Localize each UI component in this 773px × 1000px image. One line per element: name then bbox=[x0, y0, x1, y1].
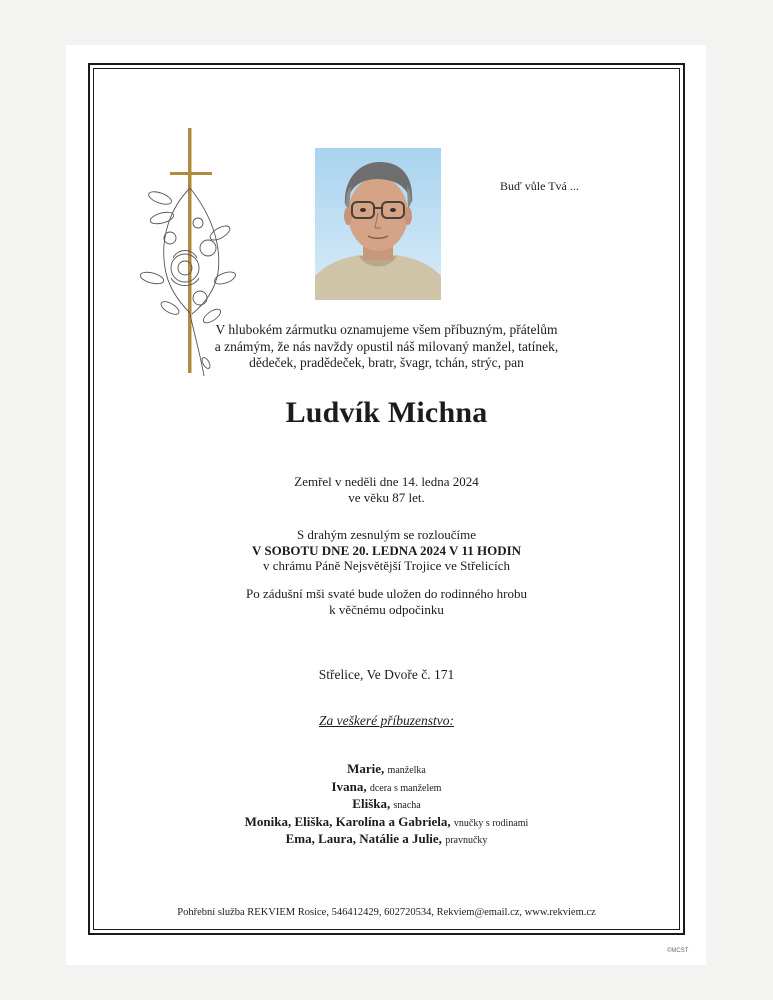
death-date: Zemřel v neděli dne 14. ledna 2024 bbox=[294, 474, 479, 489]
funeral-service-footer: Pohřební služba REKVIEM Rosice, 546412429, 602720534, Rekviem@email.cz, www.rekviem.cz bbox=[177, 907, 596, 918]
family-member bbox=[0, 814, 773, 832]
motto-text: Buď vůle Tvá ... bbox=[500, 179, 579, 193]
ceremony-place: v chrámu Páně Nejsvětější Trojice ve Střelicích bbox=[263, 558, 510, 573]
copyright-mark: ©MCST bbox=[667, 948, 689, 954]
burial-line: k věčnému odpočinku bbox=[329, 601, 444, 617]
family-address: Střelice, Ve Dvoře č. 171 bbox=[318, 667, 455, 682]
ceremony-intro: S drahým zesnulým se rozloučíme bbox=[296, 527, 477, 542]
family-member-names: Marie, bbox=[347, 761, 385, 776]
family-member bbox=[0, 761, 773, 779]
death-age: ve věku 87 let. bbox=[348, 489, 425, 505]
family-member-names: Monika, Eliška, Karolína a Gabriela, bbox=[244, 813, 451, 829]
portrait-photo bbox=[315, 148, 441, 300]
family-member-relation: snacha bbox=[393, 800, 421, 811]
family-member-relation: pravnučky bbox=[445, 835, 488, 846]
family-member-relation: dcera s manželem bbox=[369, 782, 442, 794]
intro-line: V hlubokém zármutku oznamujeme všem příbuzným, přátelům bbox=[215, 322, 558, 337]
family-member-names: Ivana, bbox=[331, 778, 367, 794]
on-behalf-text: Za veškeré příbuzenstvo: bbox=[319, 713, 454, 728]
family-member-names: Ema, Laura, Natálie a Julie, bbox=[285, 831, 442, 846]
death-info bbox=[0, 474, 773, 505]
family-member-relation: vnučky s rodinami bbox=[453, 817, 529, 829]
burial-line: Po zádušní mši svaté bude uložen do rodinného hrobu bbox=[246, 586, 527, 601]
burial-info bbox=[0, 586, 773, 617]
family-member-names: Eliška, bbox=[352, 796, 391, 811]
family-member-relation: manželka bbox=[387, 765, 426, 776]
ceremony-date: V SOBOTU DNE 20. LEDNA 2024 V 11 HODIN bbox=[251, 542, 522, 558]
intro-paragraph bbox=[0, 322, 773, 372]
family-member bbox=[0, 796, 773, 814]
family-list bbox=[0, 761, 773, 849]
deceased-name: Ludvík Michna bbox=[285, 396, 488, 429]
on-behalf-heading bbox=[0, 713, 773, 729]
intro-line: a známým, že nás navždy opustil náš milovaný manžel, tatínek, bbox=[214, 338, 559, 354]
intro-line: dědeček, pradědeček, bratr, švagr, tchán, strýc, pan bbox=[249, 355, 524, 370]
ceremony-info bbox=[0, 527, 773, 574]
family-member bbox=[0, 831, 773, 849]
family-member bbox=[0, 779, 773, 797]
